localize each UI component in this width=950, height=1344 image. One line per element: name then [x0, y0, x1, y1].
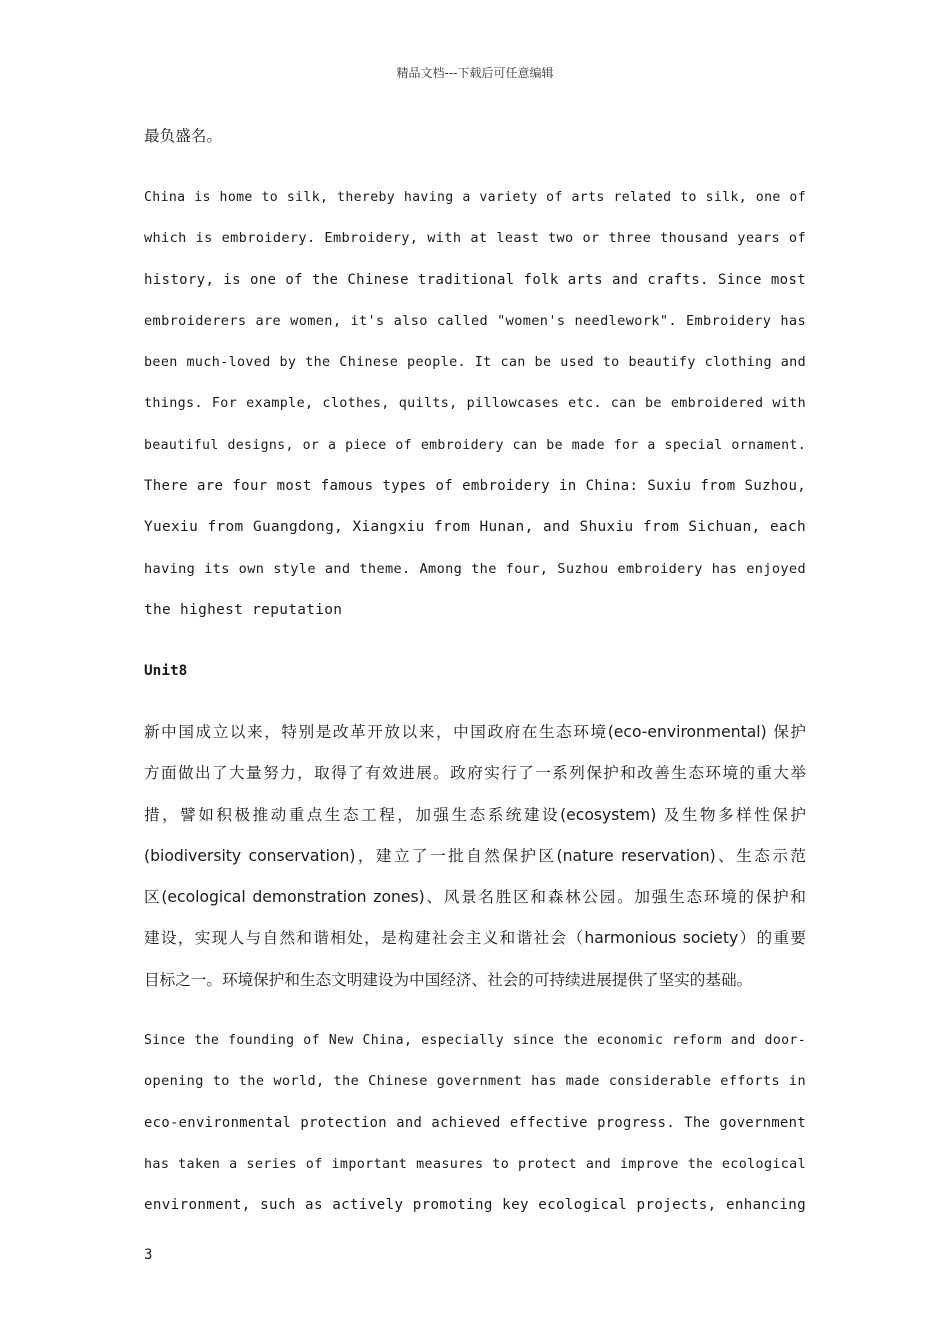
paragraph-line: history, is one of the Chinese traditional folk arts and crafts. Since most — [144, 271, 806, 288]
paragraph-line: 新中国成立以来，特别是改革开放以来，中国政府在生态环境(eco-environmental) 保护 — [144, 723, 806, 741]
intro-line — [144, 116, 806, 157]
paragraph-line: which is embroidery. Embroidery, with at least two or three thousand years of — [144, 230, 806, 247]
intro-text: 最负盛名。 — [144, 127, 222, 145]
paragraph-ecology-chinese — [144, 712, 806, 1001]
paragraph-line: 区(ecological demonstration zones)、风景名胜区和森林公园。加强生态环境的保护和 — [144, 888, 806, 907]
paragraph-line: Yuexiu from Guangdong, Xiangxiu from Hunan, and Shuxiu from Sichuan, each — [144, 519, 806, 536]
paragraph-ecology-english — [144, 1020, 806, 1226]
paragraph-line: There are four most famous types of embroidery in China: Suxiu from Suzhou, — [144, 478, 806, 495]
page-number: 3 — [144, 1247, 153, 1263]
paragraph-line: been much-loved by the Chinese people. It can be used to beautify clothing and — [144, 355, 806, 371]
paragraph-line: 方面做出了大量努力，取得了有效进展。政府实行了一系列保护和改善生态环境的重大举 — [144, 764, 806, 783]
paragraph-line: eco-environmental protection and achieved effective progress. The government — [144, 1114, 806, 1131]
page-header: 精品文档---下载后可任意编辑 — [396, 66, 554, 80]
paragraph-line: beautiful designs, or a piece of embroidery can be made for a special ornament. — [144, 437, 806, 453]
paragraph-line: Since the founding of New China, especially since the economic reform and door- — [144, 1033, 806, 1048]
paragraph-line: 目标之一。环境保护和生态文明建设为中国经济、社会的可持续进展提供了坚实的基础。 — [144, 970, 753, 989]
paragraph-line: embroiderers are women, it's also called "women's needlework". Embroidery has — [144, 312, 806, 329]
paragraph-line: having its own style and theme. Among the four, Suzhou embroidery has enjoyed — [144, 560, 806, 577]
paragraph-line: (biodiversity conservation)，建立了一批自然保护区(nature reservation)、生态示范 — [144, 846, 806, 865]
paragraph-embroidery — [144, 177, 806, 631]
paragraph-line: environment, such as actively promoting key ecological projects, enhancing — [144, 1197, 806, 1214]
paragraph-line: has taken a series of important measures to protect and improve the ecological — [144, 1156, 806, 1172]
paragraph-line: the highest reputation — [144, 601, 343, 618]
paragraph-line: 措，譬如积极推动重点生态工程，加强生态系统建设(ecosystem) 及生物多样性保护 — [144, 805, 806, 824]
paragraph-line: opening to the world, the Chinese government has made considerable efforts in — [144, 1073, 806, 1090]
paragraph-line: 建设，实现人与自然和谐相处，是构建社会主义和谐社会（harmonious society）的重要 — [144, 929, 806, 948]
unit-title: Unit8 — [144, 663, 188, 679]
paragraph-line: things. For example, clothes, quilts, pillowcases etc. can be embroidered with — [144, 396, 806, 412]
unit-heading — [144, 651, 806, 692]
paragraph-line: China is home to silk, thereby having a variety of arts related to silk, one of — [144, 190, 806, 205]
